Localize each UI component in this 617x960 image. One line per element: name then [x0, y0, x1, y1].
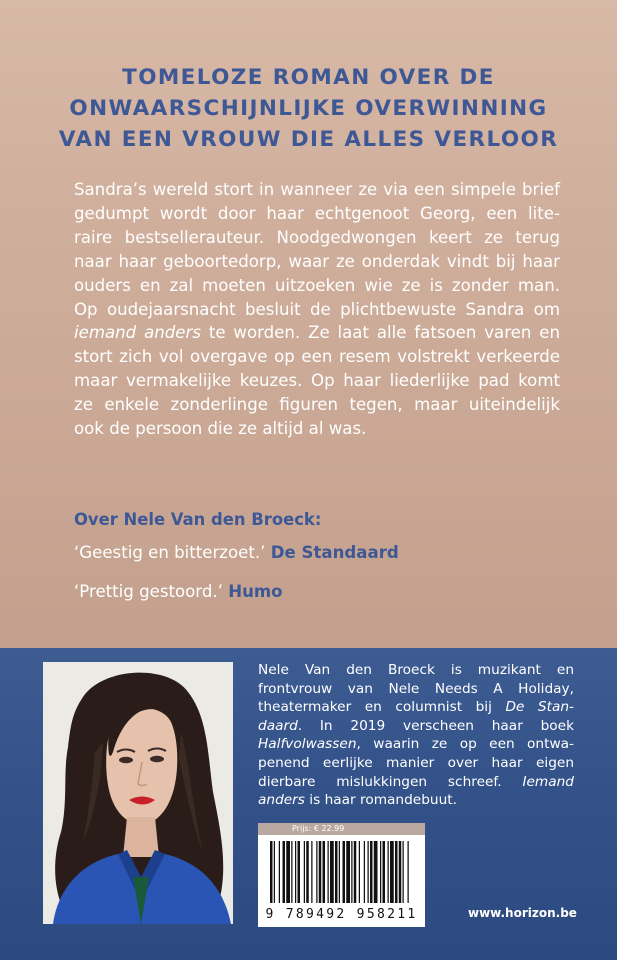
- bio-italic: Halfvolwassen: [258, 736, 357, 753]
- isbn-barcode: [258, 835, 425, 927]
- bio-line: [258, 791, 574, 810]
- bio-italic: De Stan-: [505, 699, 574, 716]
- bio-text: is haar romandebuut.: [304, 792, 457, 809]
- barcode-bar: [346, 841, 350, 903]
- review-quote: [74, 543, 399, 562]
- barcode-bar: [291, 841, 292, 903]
- bio-text: . In 2019 verscheen haar boek: [297, 717, 574, 734]
- review-quote: [74, 582, 283, 601]
- barcode-bar: [339, 841, 340, 903]
- bio-line: penend eerlijke manier over haar eigen: [258, 754, 574, 771]
- barcode-bar: [354, 841, 357, 903]
- quote-text: ‘Prettig gestoord.’: [74, 582, 223, 601]
- price-label: Prijs: € 22.99: [258, 823, 425, 835]
- barcode-bar: [323, 841, 326, 903]
- barcode-bar: [335, 841, 338, 903]
- barcode-bar: [383, 841, 386, 903]
- barcode-bar: [279, 841, 280, 903]
- barcode-bar: [364, 841, 365, 903]
- barcode-bar: [298, 841, 301, 903]
- barcode-bar: [283, 841, 286, 903]
- barcode-bar: [274, 841, 275, 903]
- blurb-line: stort zich vol overgave op een resem volstrekt verkeerde: [74, 347, 560, 367]
- blurb-line: gedumpt wordt door haar echtgenoot Georg, een lite-: [74, 203, 560, 223]
- bio-text: theatermaker en columnist bij: [258, 699, 506, 716]
- barcode-bar: [270, 841, 273, 903]
- quote-source: Humo: [228, 582, 283, 601]
- bio-line: [258, 773, 574, 792]
- barcode-bar: [368, 841, 369, 903]
- bio-line: frontvrouw van Nele Needs A Holiday,: [258, 680, 574, 697]
- bio-line: [258, 717, 574, 736]
- barcode-bar: [370, 841, 373, 903]
- blurb-line: Sandra’s wereld stort in wanneer ze via een simpele brief: [74, 180, 560, 199]
- bio-italic: Iemand: [522, 773, 574, 790]
- quote-source: De Standaard: [270, 543, 399, 562]
- blurb-line: ook de persoon die ze altijd al was.: [74, 419, 367, 439]
- barcode-bar: [403, 841, 404, 903]
- bio-text: dierbare mislukkingen schreef.: [258, 773, 523, 790]
- barcode-bar: [295, 841, 296, 903]
- bio-italic: daard: [258, 717, 298, 734]
- reviews-heading: Over Nele Van den Broeck:: [74, 510, 322, 529]
- barcode-bar: [328, 841, 329, 903]
- blurb-line: ouders en zal moeten uitzoeken wie ze is zonder man.: [74, 275, 560, 295]
- blurb-line: naar haar geboortedorp, waar ze onderdak vindt bij haar: [74, 251, 560, 271]
- barcode-bar: [330, 841, 334, 903]
- author-bio: [258, 661, 574, 810]
- barcode-bar: [351, 841, 352, 903]
- bio-line: [258, 698, 574, 717]
- quote-text: ‘Geestig en bitterzoet.’: [74, 543, 266, 562]
- barcode-bar: [304, 841, 305, 903]
- blurb-line: [74, 321, 560, 345]
- author-photo: [43, 662, 233, 924]
- headline: [0, 62, 617, 155]
- barcode-bar: [399, 841, 402, 903]
- headline-line: ONWAARSCHIJNLIJKE OVERWINNING: [69, 96, 548, 121]
- barcode-bar: [395, 841, 398, 903]
- author-portrait-illustration: [43, 662, 233, 924]
- blurb-italic-phrase: iemand anders: [74, 323, 201, 343]
- barcode-bar: [390, 841, 394, 903]
- barcode-bar: [319, 841, 322, 903]
- barcode-bar: [388, 841, 389, 903]
- bio-italic: anders: [258, 792, 305, 809]
- barcode-bars: [258, 835, 425, 907]
- isbn-number: 9 789492 958211: [265, 907, 418, 922]
- publisher-website[interactable]: www.horizon.be: [468, 906, 577, 920]
- bio-line: Nele Van den Broeck is muzikant en: [258, 662, 574, 678]
- barcode-bar: [306, 841, 309, 903]
- headline-line: VAN EEN VROUW DIE ALLES VERLOOR: [58, 127, 559, 152]
- blurb-line-rest: te worden. Ze laat alle fatsoen varen en: [200, 323, 560, 343]
- bio-line: [258, 735, 574, 754]
- barcode-bar: [408, 841, 409, 903]
- blurb: [74, 178, 560, 441]
- barcode-bar: [343, 841, 346, 903]
- blurb-line: maar vermakelijke keuzes. Op haar liederlijke pad komt: [74, 371, 560, 391]
- barcode-bar: [380, 841, 381, 903]
- barcode-bar: [311, 841, 312, 903]
- bio-text: , waarin ze op een ontwa-: [356, 736, 574, 753]
- barcode-bar: [359, 841, 360, 903]
- headline-line: TOMELOZE ROMAN OVER DE: [122, 65, 495, 90]
- blurb-line: raire bestsellerauteur. Noodgedwongen keert ze terug: [74, 227, 560, 247]
- barcode-bar: [316, 841, 317, 903]
- barcode-bar: [374, 841, 378, 903]
- blurb-line: Op oudejaarsnacht besluit de plichtbewuste Sandra om: [74, 299, 560, 319]
- blurb-line: ze enkele zonderlinge figuren tegen, maar uiteindelijk: [74, 395, 560, 415]
- barcode-bar: [286, 841, 290, 903]
